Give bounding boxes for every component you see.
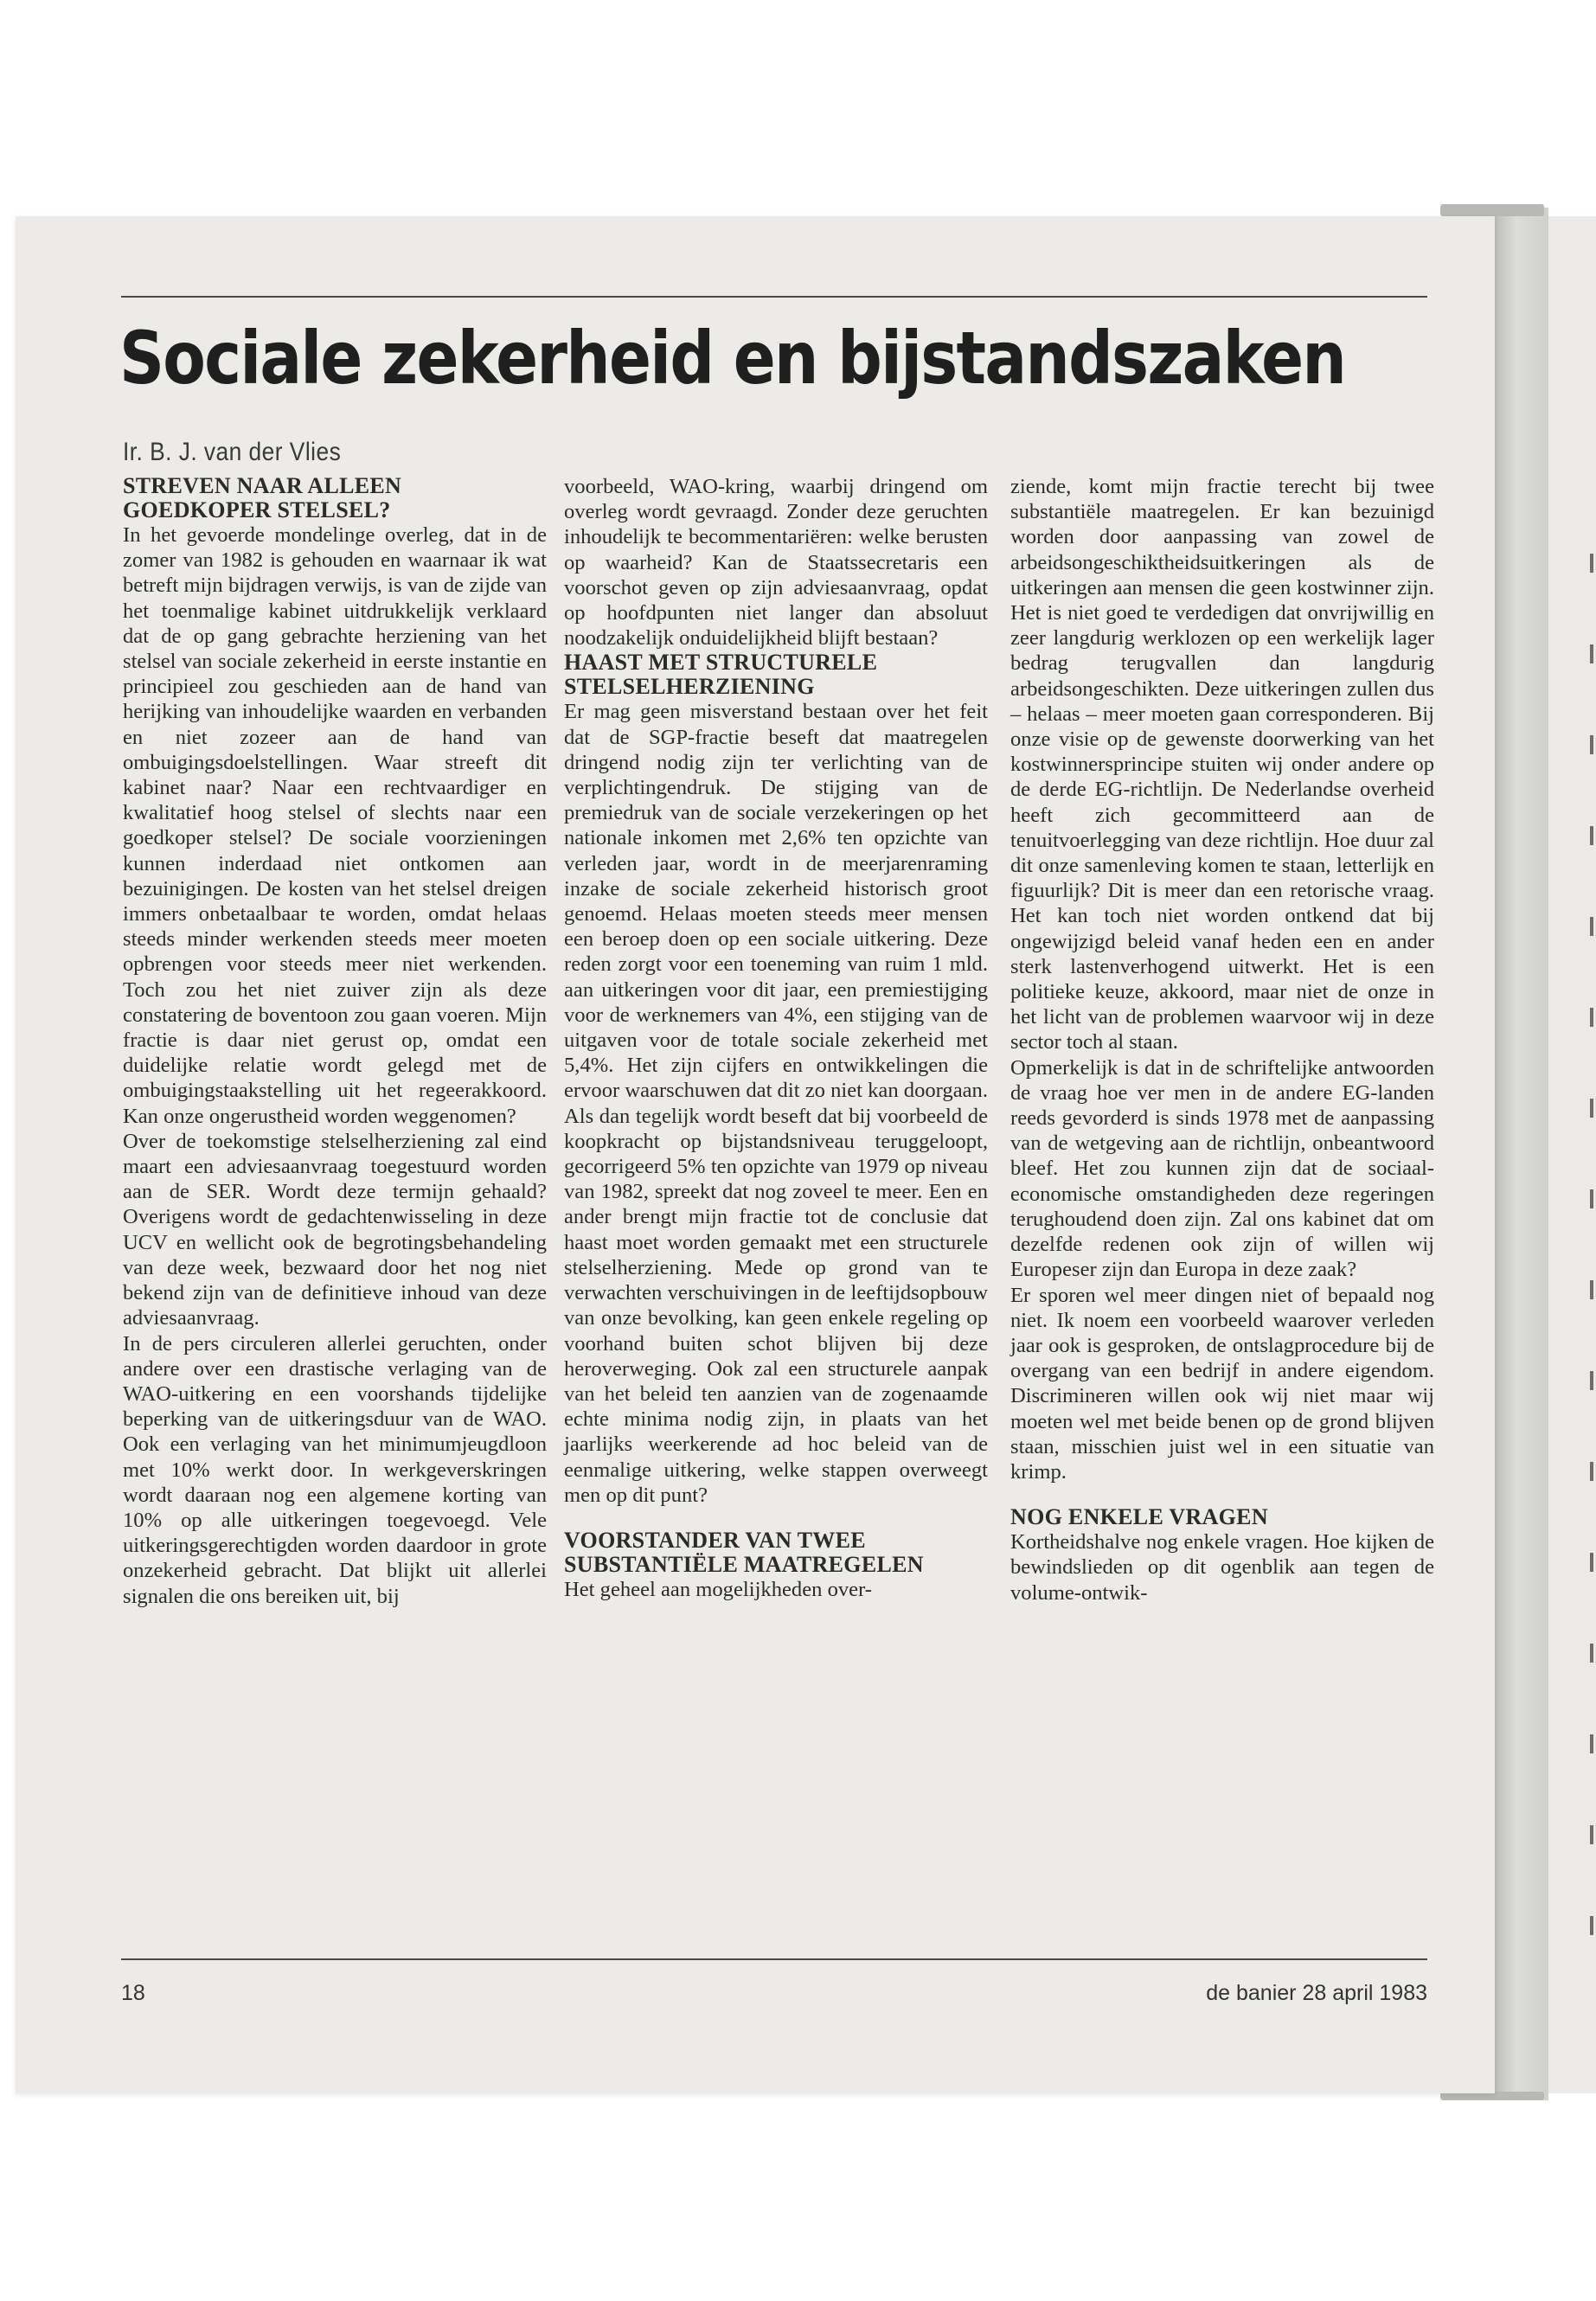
body-paragraph: In het gevoerde mondelinge overleg, dat in de zomer van 1982 is gehouden en waarnaar ik wat betreft mijn bijdragen verwijs, is van de zijde van het toenmalige kabinet uitdrukkelijk verklaard dat de op gang gebrachte herziening van het stelsel van sociale zekerheid in eerste instantie en principieel zou geschieden aan de hand van herijking van inhoudelijke waarden en verbanden en niet zozeer aan de hand van ombuigingsdoelstellingen. Waar streeft dit kabinet naar? Naar een rechtvaardiger en kwalitatief hoog stelsel of slechts naar een goedkoper stelsel? De sociale voorzieningen kunnen inderdaad niet ontkomen aan bezuinigingen. De kosten van het stelsel dreigen immers onbetaalbaar te worden, omdat helaas steeds minder werkenden steeds meer moeten opbrengen voor steeds meer niet werkenden. Toch zou het niet zuiver zijn als deze constatering de boventoon zou gaan voeren. Mijn fractie is daar niet gerust op, omdat een duidelijke relatie wordt gelegd met de ombuigingstaakstelling uit het regeerakkoord. Kan onze ongerustheid worden weggenomen?: [123, 523, 547, 1128]
body-paragraph: voorbeeld, WAO-kring, waarbij dringend om overleg wordt gevraagd. Zonder deze geruchten inhoudelijk te becommentariëren: welke berusten op waarheid? Kan de Staatssecretaris een voorschot geven op zijn adviesaanvraag, opdat op hoofdpunten niet langer dan absoluut noodzakelijk onduidelijkheid blijft bestaan?: [564, 475, 988, 651]
body-paragraph: ziende, komt mijn fractie terecht bij twee substantiële maatregelen. Er kan bezuinigd worden door aanpassing van zowel de arbeidsongeschiktheidsuitkeringen als de uitkeringen aan mensen die geen kostwinner zijn. Het is niet goed te verdedigen dat onvrijwillig en zeer langdurig werklozen op een werkelijk lager bedrag terugvallen dan langdurig arbeidsongeschikten. Deze uitkeringen zullen dus – helaas – meer moeten gaan corresponderen. Bij onze visie op de gewenste doorwerking van het kostwinnersprincipe stuiten wij onder andere op de derde EG-richtlijn. De Nederlandse overheid heeft zich gecommitteerd aan de tenuitvoerlegging van deze richtlijn. Hoe duur zal dit onze samenleving komen te staan, letterlijk en figuurlijk? Dit is meer dan een retorische vraag. Het kan toch niet worden ontkend dat bij ongewijzigd beleid vanaf heden een en ander sterk lastenverhogend uitwerkt. Het is een politieke keuze, akkoord, maar niet de onze in het licht van de problemen waarvoor wij in deze sector toch al staan.: [1010, 475, 1434, 1054]
body-paragraph: In de pers circuleren allerlei geruchten, onder andere over een drastische verlaging van de WAO-uitkering en een voorshands tijdelijke beperking van de uitkeringsduur van de WAO. Ook een verlaging van het minimumjeugdloon met 10% werkt door. In werkgeverskringen wordt daaraan nog een algemene korting van 10% op alle uitkeringen toegevoegd. Vele uitkeringsgerechtigden worden daardoor in grote onzekerheid gebracht. Dat blijkt uit allerlei signalen die ons bereiken uit, bij: [123, 1331, 547, 1608]
section-heading: VOORSTANDER VAN TWEE SUBSTANTIËLE MAATREGELEN: [564, 1527, 924, 1577]
footer-rule: [121, 1958, 1427, 1960]
section-heading: HAAST MET STRUCTURELE STELSELHERZIENING: [564, 650, 878, 700]
text-column-1: [123, 474, 547, 1609]
body-paragraph: Opmerkelijk is dat in de schriftelijke antwoorden de vraag hoe ver men in de andere EG-landen reeds gevorderd is sinds 1978 met de aanpassing van de wetgeving aan de richtlijn, onbeantwoord bleef. Het zou kunnen zijn dat de sociaal-economische omstandigheden deze regeringen terughoudend doen zijn. Zal ons kabinet dat om dezelfde redenen ook zijn of willen wij Europeser zijn dan Europa in deze zaak?: [1010, 1055, 1434, 1282]
section-spacer: [564, 1508, 988, 1529]
header-rule: [121, 296, 1427, 298]
next-page-text-edge: [1590, 519, 1593, 1990]
body-paragraph: Kortheidshalve nog enkele vragen. Hoe kijken de bewindslieden op dit ogenblik aan tegen de volume-ontwik-: [1010, 1530, 1434, 1605]
binding-top-cap: [1440, 204, 1544, 216]
article-author: Ir. B. J. van der Vlies: [123, 438, 342, 466]
section-heading: NOG ENKELE VRAGEN: [1010, 1504, 1268, 1530]
publication-info: de banier 28 april 1983: [1206, 1981, 1427, 2005]
body-paragraph: Het geheel aan mogelijkheden over-: [564, 1577, 872, 1601]
next-page-edge: [1548, 216, 1596, 2093]
text-column-3: [1010, 474, 1434, 1606]
body-paragraph: Over de toekomstige stelselherziening zal eind maart een adviesaanvraag toegestuurd worden aan de SER. Wordt deze termijn gehaald? Overigens wordt de gedachtenwisseling in deze UCV en wellicht ook de begrotingsbehandeling van deze week, bezwaard door het nog niet bekend zijn van de definitieve inhoud van deze adviesaanvraag.: [123, 1129, 547, 1330]
body-paragraph: Er sporen wel meer dingen niet of bepaald nog niet. Ik noem een voorbeeld waarover verleden jaar ook is gesproken, de ontslagprocedure bij de overgang van een bedrijf in andere eigendom. Discrimineren willen ook wij niet maar wij moeten wel met beide benen op de grond blijven staan, misschien juist wel in een situatie van krimp.: [1010, 1283, 1434, 1484]
article-title: Sociale zekerheid en bijstandszaken: [119, 316, 1346, 401]
section-heading: STREVEN NAAR ALLEEN GOEDKOPER STELSEL?: [123, 473, 402, 522]
section-spacer: [1010, 1484, 1434, 1505]
text-column-2: [564, 474, 988, 1602]
body-paragraph: Er mag geen misverstand bestaan over het feit dat de SGP-fractie beseft dat maatregelen dringend nodig zijn ter verlichting van de verplichtingendruk. De stijging van de premiedruk van de sociale verzekeringen op het nationale inkomen met 2,6% ten opzichte van verleden jaar, wordt in de meerjarenraming inzake de sociale zekerheid historisch groot genoemd. Helaas moeten steeds meer mensen een beroep doen op een sociale uitkering. Deze reden zorgt voor een toeneming van ruim 1 mld. aan uitkeringen voor dit jaar, een premiestijging voor de werknemers van 4%, een stijging van de uitgaven voor de totale sociale zekerheid met 5,4%. Het zijn cijfers en ontwikkelingen die ervoor waarschuwen dat dit zo niet kan doorgaan. Als dan tegelijk wordt beseft dat bij voorbeeld de koopkracht op bijstandsniveau teruggeloopt, gecorrigeerd 5% ten opzichte van 1979 op niveau van 1982, spreekt dat nog zoveel te meer. Een en ander brengt mijn fractie tot de conclusie dat haast moet worden gemaakt met een structurele stelselherziening. Mede op grond van te verwachten verschuivingen in de leeftijdsopbouw van onze bevolking, kan geen enkele regeling op voorhand buiten schot blijven bij deze heroverweging. Ook zal een structurele aanpak van het beleid ten aanzien van de zogenaamde echte minima nodig zijn, in plaats van het jaarlijks weerkerende ad hoc beleid van de eenmalige uitkering, welke stappen overweegt men op dit punt?: [564, 700, 988, 1507]
page-number: 18: [121, 1981, 145, 2005]
book-binding: [1495, 208, 1548, 2100]
